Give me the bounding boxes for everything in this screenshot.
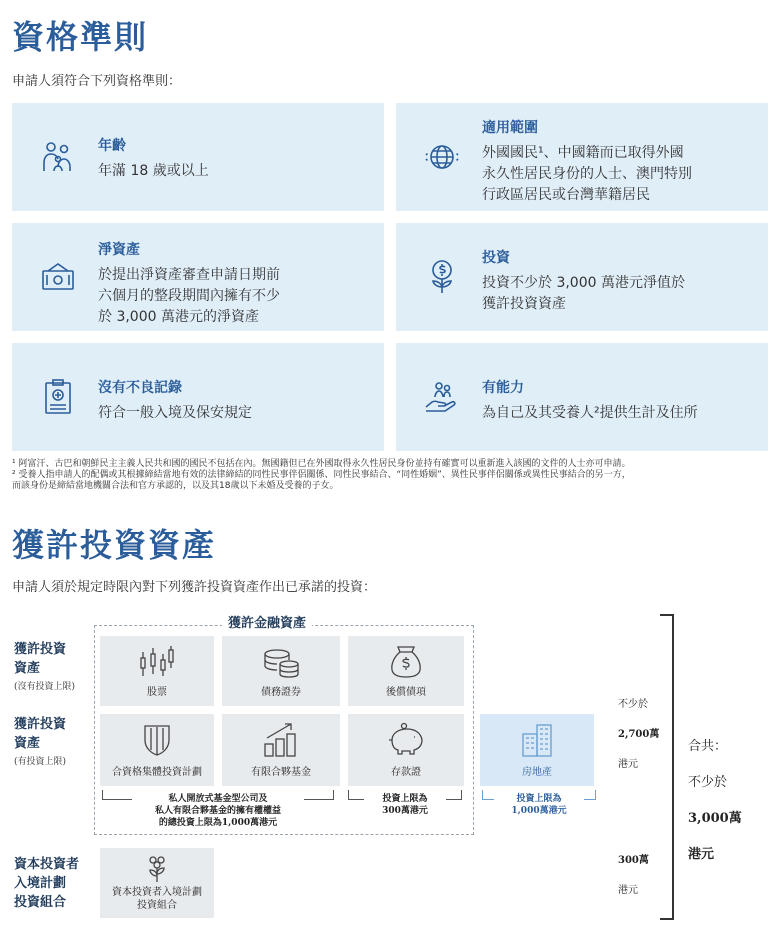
- card-net-assets: [12, 223, 384, 331]
- box-subordinated-debt: [348, 636, 464, 706]
- row-label-cies-text: 資本投資者 入境計劃 投資組合: [14, 857, 80, 910]
- box-cis: [100, 714, 214, 786]
- box-cies-portfolio: [100, 848, 214, 918]
- eligibility-title: 資格準則: [12, 18, 149, 56]
- medical-clipboard-icon: [38, 377, 78, 417]
- bracket-real-estate-label: 投資上限為 1,000萬港元: [494, 793, 584, 817]
- amount-300: [618, 838, 649, 913]
- piggy-bank-icon: [386, 722, 426, 758]
- box-cies-portfolio-label: 資本投資者入境計劃 投資組合: [112, 887, 202, 911]
- total-bracket: [660, 614, 674, 920]
- card-investment: [396, 223, 768, 331]
- box-debt-securities: [222, 636, 340, 706]
- family-icon: [38, 137, 78, 177]
- amount-min-2700-value: 2,700萬: [618, 729, 660, 740]
- total-unit: 港元: [688, 847, 715, 862]
- total-amount: [688, 720, 742, 882]
- card-scope: [396, 103, 768, 211]
- assets-title: 獲許投資資產: [12, 526, 217, 564]
- card-scope-body: 外國國民¹、中國籍而已取得外國 永久性居民身份的人士、澳門特別 行政區居民或台灣華籍居民: [482, 145, 692, 203]
- card-scope-title: 適用範圍: [482, 120, 538, 136]
- eligibility-intro: 申請人須符合下列資格準則：: [12, 74, 182, 89]
- box-cd: [348, 714, 464, 786]
- row-label-cies: [14, 855, 79, 912]
- total-value: 3,000萬: [688, 811, 742, 826]
- card-age-body: 年滿 18 歲或以上: [98, 163, 209, 179]
- total-label: 合共：: [688, 739, 728, 754]
- row-label-capped-text: 獲許投資 資產: [14, 717, 67, 751]
- amount-300-value: 300萬: [618, 855, 649, 866]
- card-net-assets-body: 於提出淨資產審查申請日期前 六個月的整段期間內擁有不少 於 3,000 萬港元的淨資產: [98, 267, 280, 325]
- card-ability: [396, 343, 768, 451]
- row-label-uncapped-sub: (沒有投資上限): [14, 682, 76, 692]
- hand-support-icon: [422, 377, 462, 417]
- card-no-record: [12, 343, 384, 451]
- box-real-estate-label: 房地產: [522, 767, 552, 778]
- card-no-record-title: 沒有不良記錄: [98, 380, 182, 396]
- box-subordinated-debt-label: 後償債項: [386, 687, 426, 698]
- card-investment-body: 投資不少於 3,000 萬港元淨值於 獲許投資資產: [482, 275, 685, 312]
- card-no-record-body: 符合一般入境及保安規定: [98, 405, 252, 421]
- box-cis-label: 合資格集體投資計劃: [112, 767, 202, 778]
- bracket-cd-label: 投資上限為 300萬港元: [364, 793, 446, 817]
- candlestick-icon: [137, 644, 177, 680]
- box-equities: [100, 636, 214, 706]
- bar-growth-icon: [261, 722, 301, 758]
- card-ability-title: 有能力: [482, 380, 524, 396]
- card-age: [12, 103, 384, 211]
- assets-intro: 申請人須於規定時限內對下列獲許投資資產作出已承諾的投資：: [12, 580, 377, 595]
- box-equities-label: 股票: [147, 687, 167, 698]
- cash-icon: [38, 257, 78, 297]
- box-debt-securities-label: 債務證券: [261, 687, 301, 698]
- building-icon: [517, 722, 557, 758]
- flower-icon: [137, 854, 177, 890]
- box-cd-label: 存款證: [391, 767, 421, 778]
- card-net-assets-title: 淨資產: [98, 242, 140, 258]
- globe-icon: [422, 137, 462, 177]
- card-investment-title: 投資: [482, 250, 510, 266]
- total-prefix: 不少於: [688, 775, 728, 790]
- row-label-capped: [14, 715, 66, 772]
- money-bag-icon: [386, 644, 426, 680]
- amount-min-2700-unit: 港元: [618, 759, 638, 770]
- row-label-uncapped: [14, 640, 75, 697]
- card-age-title: 年齡: [98, 138, 126, 154]
- box-real-estate: [480, 714, 594, 786]
- amount-300-unit: 港元: [618, 885, 638, 896]
- amount-min-2700-prefix: 不少於: [618, 699, 648, 710]
- shield-icon: [137, 722, 177, 758]
- card-ability-body: 為自己及其受養人²提供生計及住所: [482, 405, 698, 421]
- dollar-plant-icon: [422, 257, 462, 297]
- amount-min-2700: [618, 682, 659, 787]
- coins-stack-icon: [261, 644, 301, 680]
- row-label-uncapped-text: 獲許投資 資產: [14, 642, 67, 676]
- bracket-open-ended-label: 私人開放式基金型公司及 私人有限合夥基金的擁有權權益 的總投資上限為1,000萬港元: [132, 793, 304, 829]
- financial-assets-title: 獲許金融資產: [222, 612, 312, 631]
- box-lpf: [222, 714, 340, 786]
- footnotes: ¹ 阿富汗、古巴和朝鮮民主主義人民共和國的國民不包括在內。無國籍但已在外國取得永久性居民身份並持有確實可以重新進入該國的文件的人士亦可申請。 ² 受養人指申請人的配偶或其根據締結當地有效的法律締結的同性民事伴侶關係、同性民事結合、“同性婚姻”、異性民事伴侶關係或異性民事結合的另一方， 而該身份是締結當地機關合法和官方承認的，以及其18歲以下未婚及受養的子女。: [12, 459, 631, 491]
- row-label-capped-sub: (有投資上限): [14, 757, 67, 767]
- box-lpf-label: 有限合夥基金: [251, 767, 311, 778]
